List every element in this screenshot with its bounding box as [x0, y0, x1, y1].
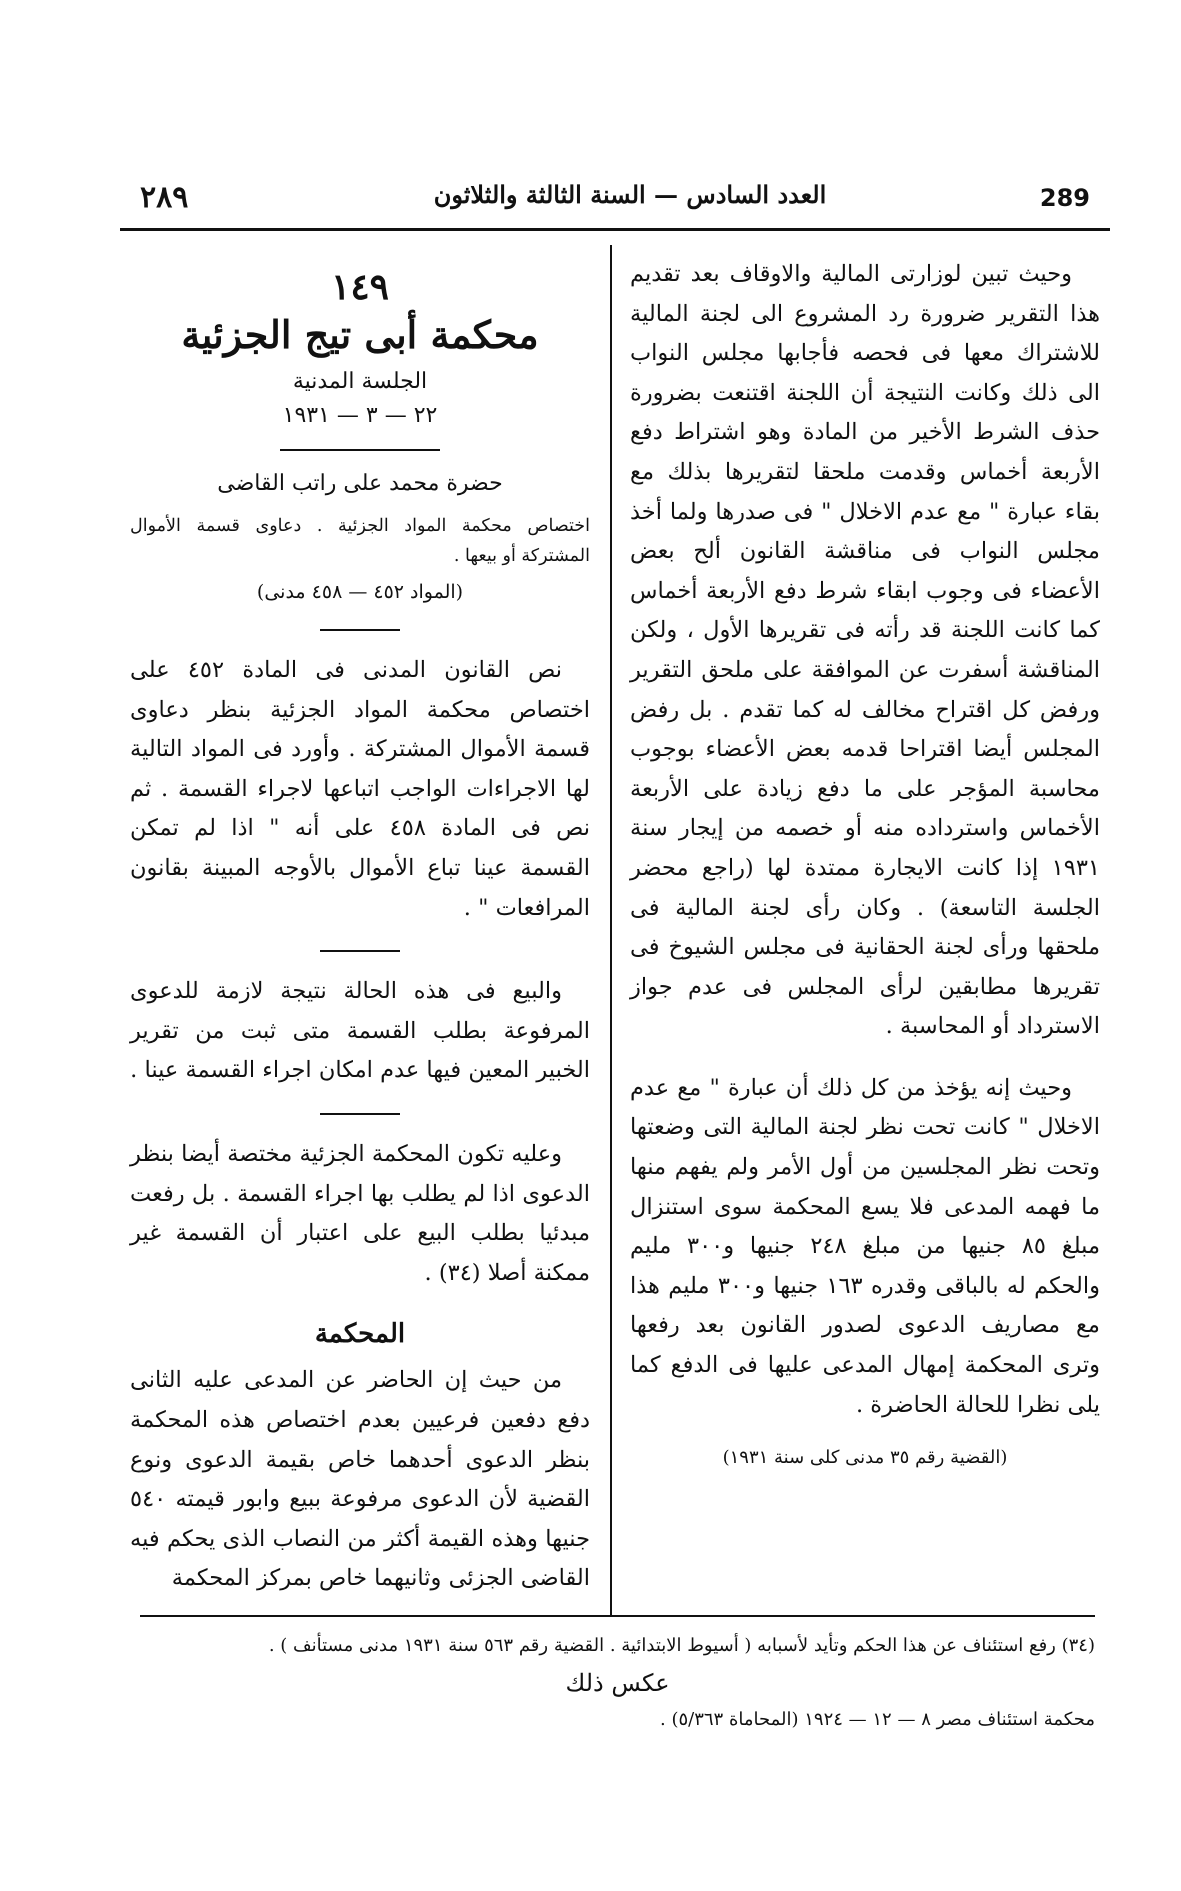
right-column — [630, 255, 1100, 1468]
case-citation: (القضية رقم ٣٥ مدنى كلى سنة ١٩٣١) — [722, 1447, 1008, 1469]
divider — [280, 449, 440, 451]
court-name: محكمة أبى تيج الجزئية — [181, 312, 539, 357]
case-summary: اختصاص محكمة المواد الجزئية . دعاوى قسمة الأموال المشتركة أو بيعها . — [130, 516, 590, 566]
page-number-arabic: ٢٨٩ — [140, 180, 189, 215]
footnote — [140, 1630, 1095, 1736]
principle: نص القانون المدنى فى المادة ٤٥٢ على اختصاص محكمة المواد الجزئية بنظر دعاوى قسمة الأموال المشتركة . وأورد فى المواد التالية لها الاجراءات الواجب اتباعها لاجراء القسمة . ثم نص فى المادة ٤٥٨ على أنه " اذا لم تمكن القسمة عينا تباع الأموال بالأوجه المبينة بقانون المرافعات " . — [130, 657, 590, 921]
divider — [320, 629, 400, 631]
principle: والبيع فى هذه الحالة نتيجة لازمة للدعوى المرفوعة بطلب القسمة متى ثبت من تقرير الخبير المعين فيها عدم امكان اجراء القسمة عينا . — [130, 978, 590, 1084]
divider — [320, 1113, 400, 1115]
case-number: ١٤٩ — [330, 266, 389, 308]
paragraph: وحيث تبين لوزارتى المالية والاوقاف بعد تقديم هذا التقرير ضرورة رد المشروع الى لجنة المالية للاشتراك معها فى فحصه فأجابها مجلس النواب الى ذلك وكانت النتيجة أن اللجنة اقتنعت بضرورة حذف الشرط الأخير من المادة وهو اشتراط دفع الأربعة أخماس وقدمت ملحقا لتقريرها بذلك مع بقاء عبارة " مع عدم الاخلال " فى صدرها ولما أخذ مجلس النواب فى مناقشة القانون ألح بعض الأعضاء فى وجوب ابقاء شرط دفع الأربعة أخماس كما كانت اللجنة قد رأته فى تقريرها الأول ، ولكن المناقشة أسفرت عن الموافقة على ملحق التقرير ورفض كل اقتراح مخالف له كما تقدم . بل رفض المجلس أيضا اقتراحا قدمه بعض الأعضاء بوجوب محاسبة المؤجر على ما دفع زيادة على الأربعة الأخماس واسترداده منه أو خصمه من إيجار سنة ١٩٣١ إذا كانت الايجارة ممتدة لها (راجع محضر الجلسة التاسعة) . وكان رأى لجنة المالية فى ملحقها ورأى لجنة الحقانية فى مجلس الشيوخ فى تقريرها مطابقين لرأى المجلس فى عدم جواز الاسترداد أو المحاسبة . — [630, 261, 1100, 1040]
session-label: الجلسة المدنية — [292, 369, 428, 394]
header-rule — [120, 228, 1110, 231]
issue-line: العدد السادس — السنة الثالثة والثلاثون — [433, 180, 827, 209]
divider — [320, 950, 400, 952]
ruling-text: من حيث إن الحاضر عن المدعى عليه الثانى دفع دفعين فرعيين بعدم اختصاص هذه المحكمة بنظر الدعوى أحدهما خاص بقيمة الدعوى ونوع القضية لأن الدعوى مرفوعة ببيع وابور قيمته ٥٤٠ جنيها وهذه القيمة أكثر من النصاب الذى يحكم فيه القاضى الجزئى وثانيهما خاص بمركز المحكمة — [130, 1367, 590, 1592]
footnote-line: (٣٤) رفع استئناف عن هذا الحكم وتأيد لأسبابه ( أسيوط الابتدائية . القضية رقم ٥٦٣ سنة ١٩٣١ مدنى مستأنف ) . — [268, 1635, 1095, 1656]
session-date: ٢٢ — ٣ — ١٩٣١ — [282, 403, 438, 428]
judge-name: حضرة محمد على راتب القاضى — [217, 471, 503, 496]
articles-reference: (المواد ٤٥٢ — ٤٥٨ مدنى) — [256, 581, 464, 603]
page-number-latin: 289 — [1039, 184, 1090, 212]
footnote-contrary: عكس ذلك — [565, 1669, 670, 1697]
footnote-line: محكمة استئناف مصر ٨ — ١٢ — ١٩٢٤ (المحاماة ٥/٣٦٣) . — [660, 1709, 1095, 1730]
left-column — [130, 265, 590, 1621]
paragraph: وحيث إنه يؤخذ من كل ذلك أن عبارة " مع عدم الاخلال " كانت تحت نظر لجنة المالية التى وضعتها وتحت نظر المجلسين من أول الأمر ولم يفهم منها ما فهمه المدعى فلا يسع المحكمة سوى استنزال مبلغ ٨٥ جنيها من مبلغ ٢٤٨ جنيها و٣٠٠ مليم والحكم له بالباقى وقدره ١٦٣ جنيها و٣٠٠ مليم هذا مع مصاريف الدعوى لصدور القانون بعد رفعها وترى المحكمة إمهال المدعى عليها فى الدفع كما يلى نظرا للحالة الحاضرة . — [630, 1074, 1100, 1418]
page-header — [120, 180, 1110, 220]
section-title: المحكمة — [314, 1319, 406, 1350]
principle: وعليه تكون المحكمة الجزئية مختصة أيضا بنظر الدعوى اذا لم يطلب بها اجراء القسمة . بل رفعت مبدئيا بطلب البيع على اعتبار أن القسمة غير ممكنة أصلا (٣٤) . — [130, 1140, 590, 1286]
footnote-rule — [140, 1615, 1095, 1617]
column-divider — [610, 245, 612, 1615]
